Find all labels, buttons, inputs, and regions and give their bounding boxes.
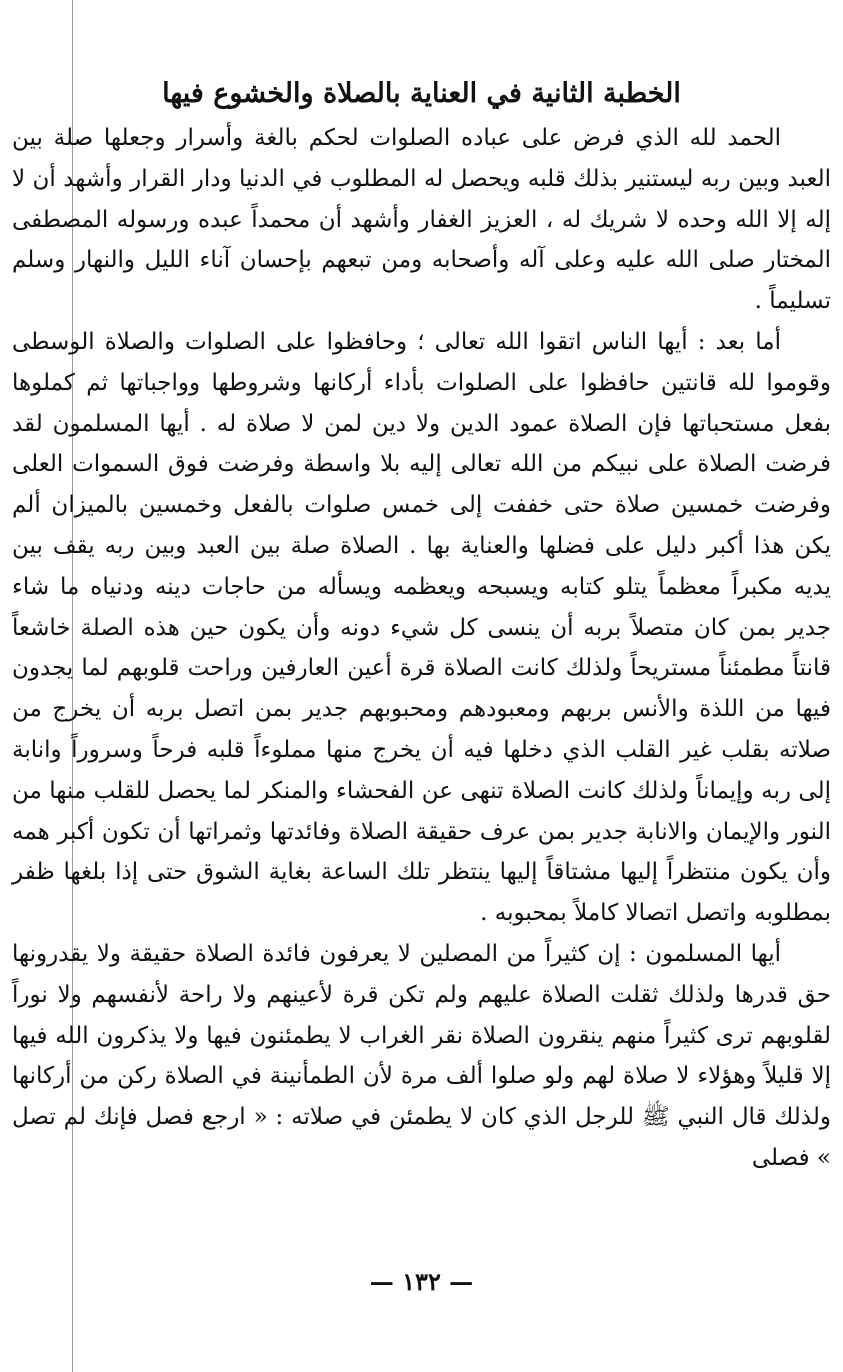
paragraph-muslimun: أيها المسلمون : إن كثيراً من المصلين لا يعرفون فائدة الصلاة حقيقة ولا يقدرونها حق قدرها ولذلك ثقلت الصلاة عليهم ولم تكن قرة لأعينهم ولا راحة لأنفسهم ولا نوراً لقلوبهم ترى كثيراً منهم ينقرون الصلاة نقر الغراب لا يطمئنون فيها ولا يذكرون الله فيها إلا قليلاً وهؤلاء لا صلاة لهم ولو صلوا ألف مرة لأن الطمأنينة في الصلاة ركن من أركانها ولذلك قال النبي ﷺ للرجل الذي كان لا يطمئن في صلاته : « ارجع فصل فإنك لم تصل » فصلى [12,940,831,1171]
paragraph-amma-baad: أما بعد : أيها الناس اتقوا الله تعالى ؛ وحافظوا على الصلوات والصلاة الوسطى وقوموا لله قانتين حافظوا على الصلوات بأداء أركانها وشروطها وواجباتها ثم كملوها بفعل مستحباتها فإن الصلاة عمود الدين ولا دين لمن لا صلاة له . أيها المسلمون لقد فرضت الصلاة على نبيكم من الله تعالى إليه بلا واسطة وفرضت فوق السموات العلى وفرضت خمسين صلاة حتى خففت إلى خمس صلوات بالفعل وخمسين بالميزان ألم يكن هذا أكبر دليل على فضلها والعناية بها . الصلاة صلة بين العبد وبين ربه يقف بين يديه مكبراً معظماً يتلو كتابه ويسبحه ويعظمه ويسأله من حاجات دينه ودنياه ما شاء جدير بمن كان متصلاً بربه أن ينسى كل شيء دونه وأن يكون حين هذه الصلة خاشعاً قانتاً مطمئناً مستريحاً ولذلك كانت الصلاة قرة أعين العارفين وراحت قلوبهم لما يجدون فيها من اللذة والأنس بربهم ومعبودهم ومحبوبهم جدير بمن اتصل بربه أن يخرج من صلاته بقلب غير القلب الذي دخلها فيه أن يخرج منها مملوءاً قلبه فرحاً وسروراً وانابة إلى ربه وإيماناً ولذلك كانت الصلاة تنهى عن الفحشاء والمنكر لما يحصل للقلب منها من النور والإيمان والانابة جدير بمن عرف حقيقة الصلاة وفائدتها وثمراتها أن تكون أكبر همه وأن يكون منتظراً إليها مشتاقاً إليها ينتظر تلك الساعة بغاية الشوق حتى إذا بلغها ظفر بمطلوبه واتصل اتصالا كاملاً بمحبوبه . [12,328,831,927]
sermon-title: الخطبة الثانية في العناية بالصلاة والخشوع فيها [162,78,681,109]
page-number: — ١٣٢ — [369,1267,474,1296]
sermon-body [12,118,831,1179]
paragraph-opening: الحمد لله الذي فرض على عباده الصلوات لحكم بالغة وأسرار وجعلها صلة بين العبد وبين ربه ليستنير بذلك قلبه ويحصل له المطلوب في الدنيا ودار القرار وأشهد أن لا إله إلا الله وحده لا شريك له ، العزيز الغفار وأشهد أن محمداً عبده ورسوله المصطفى المختار صلى الله عليه وعلى آله وأصحابه ومن تبعهم بإحسان آناء الليل والنهار وسلم تسليماً . [12,125,831,315]
